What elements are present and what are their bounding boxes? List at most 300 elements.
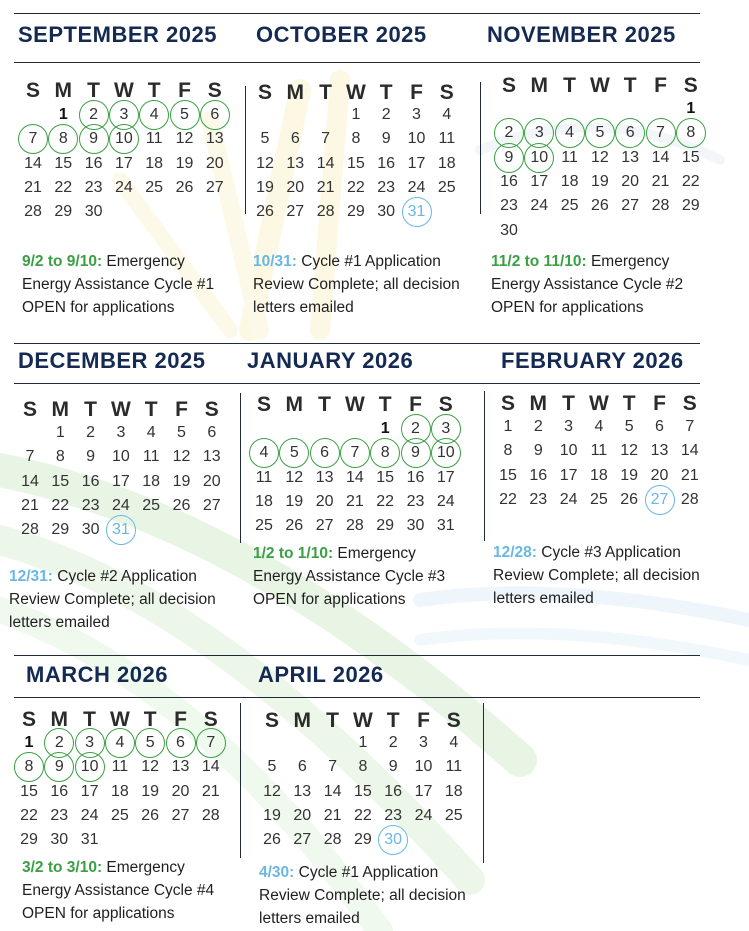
day-cell: 12 [263, 782, 281, 800]
day-cell: 23 [81, 496, 100, 514]
divider-sep-oct [245, 86, 246, 214]
day-cell: 9 [54, 758, 64, 776]
day-cell: 2 [388, 734, 398, 751]
day-cell: 13 [171, 758, 190, 776]
weekday-header: F [410, 81, 423, 104]
note-december-line3: letters emailed [9, 614, 110, 631]
weekday-header: S [256, 393, 271, 416]
day-cell: 30 [384, 831, 403, 849]
day-cell: 17 [407, 154, 426, 172]
weekday-header: T [143, 708, 157, 731]
day-cell: 22 [376, 492, 395, 510]
weekday-header: W [589, 74, 610, 97]
day-cell: 13 [621, 148, 640, 166]
day-cell: 31 [407, 203, 426, 221]
day-cell: 1 [686, 100, 696, 117]
day-cell: 3 [119, 106, 129, 123]
note-january-line3: OPEN for applications [253, 591, 406, 608]
day-cell: 13 [293, 782, 312, 800]
day-cell: 14 [316, 154, 335, 172]
day-cell: 10 [407, 130, 426, 148]
day-cell: 1 [503, 418, 513, 435]
divider-apr-right [483, 703, 484, 863]
day-cell: 18 [145, 154, 164, 172]
weekday-header: W [110, 398, 131, 421]
day-cell: 10 [80, 758, 99, 776]
day-cell: 24 [114, 178, 133, 196]
day-cell: 11 [255, 468, 273, 486]
day-cell: 17 [114, 154, 133, 172]
day-cell: 1 [351, 106, 361, 123]
day-cell: 20 [293, 806, 312, 824]
day-cell: 7 [28, 130, 38, 148]
rule-row2-header [14, 383, 700, 384]
day-cell: 18 [437, 154, 456, 172]
day-cell: 25 [145, 178, 164, 196]
rule-top [14, 13, 700, 14]
weekday-header: S [21, 708, 36, 731]
day-cell: 5 [260, 130, 270, 148]
day-cell: 21 [651, 172, 670, 190]
day-cell: 4 [565, 124, 575, 142]
note-february-label: 12/28: [493, 544, 537, 561]
divider-mar-apr [240, 703, 241, 858]
day-cell: 24 [414, 806, 433, 824]
day-cell: 22 [51, 496, 70, 514]
day-cell: 11 [111, 758, 129, 776]
day-cell: 28 [201, 806, 220, 824]
day-cell: 27 [315, 517, 334, 535]
day-cell: 27 [171, 806, 190, 824]
note-september-line2: Energy Assistance Cycle #1 [22, 276, 215, 293]
day-cell: 26 [263, 831, 281, 849]
day-cell: 15 [51, 472, 70, 490]
day-cell: 22 [20, 806, 38, 824]
day-cell: 18 [560, 172, 579, 190]
month-title: DECEMBER 2025 [18, 348, 206, 373]
day-cell: 28 [680, 490, 699, 508]
day-cell: 14 [21, 472, 39, 490]
note-march [22, 856, 214, 925]
month-title: MARCH 2026 [26, 662, 168, 687]
day-cell: 12 [620, 442, 639, 460]
day-cell: 6 [210, 106, 220, 123]
weekday-header: M [54, 79, 73, 102]
note-october-line1: Cycle #1 Application [296, 253, 441, 270]
day-cell: 10 [436, 444, 455, 462]
day-cell: 22 [499, 490, 517, 508]
note-november-line1: Emergency [586, 253, 670, 270]
day-cell: 16 [377, 154, 396, 172]
day-cell: 15 [499, 466, 517, 484]
day-cell: 30 [81, 521, 100, 539]
day-cell: 30 [377, 203, 396, 221]
note-april-label: 4/30: [259, 864, 295, 881]
day-cell: 31 [111, 521, 130, 539]
note-february-line2: Review Complete; all decision [493, 567, 700, 584]
weekday-header: W [352, 709, 373, 732]
day-cell: 7 [321, 130, 331, 148]
note-april-line2: Review Complete; all decision [259, 887, 466, 904]
day-cell: 6 [297, 758, 307, 776]
day-cell: 6 [290, 130, 300, 148]
day-cell: 1 [24, 734, 34, 751]
day-cell: 5 [177, 424, 186, 441]
day-cell: 27 [286, 203, 305, 221]
day-cell: 16 [81, 472, 100, 490]
day-cell: 7 [685, 418, 695, 435]
note-april-line1: Cycle #1 Application [294, 864, 439, 881]
day-cell: 24 [407, 178, 426, 196]
day-cell: 5 [624, 418, 634, 435]
day-cell: 3 [116, 424, 126, 441]
day-cell: 1 [358, 734, 368, 751]
note-march-line1: Emergency [102, 859, 185, 876]
day-cell: 11 [445, 758, 463, 776]
day-cell: 25 [589, 490, 608, 508]
weekday-header: S [683, 74, 698, 97]
note-january-line2: Energy Assistance Cycle #3 [253, 568, 446, 585]
day-cell: 10 [114, 130, 133, 148]
day-cell: 13 [286, 154, 305, 172]
day-cell: 23 [529, 490, 548, 508]
note-november [491, 250, 683, 319]
day-cell: 20 [202, 472, 221, 490]
day-cell: 17 [414, 782, 433, 800]
weekday-header: M [285, 393, 304, 416]
day-cell: 2 [54, 734, 64, 751]
day-cell: 29 [353, 831, 372, 849]
day-cell: 18 [142, 472, 161, 490]
weekday-header: F [417, 709, 430, 732]
day-cell: 9 [504, 148, 514, 166]
day-cell: 16 [84, 154, 103, 172]
day-cell: 23 [500, 197, 518, 215]
day-cell: 8 [503, 442, 513, 460]
month-title: OCTOBER 2025 [256, 22, 427, 47]
day-cell: 26 [175, 178, 194, 196]
day-cell: 15 [353, 782, 372, 800]
weekday-header: S [207, 79, 222, 102]
day-cell: 14 [345, 468, 364, 486]
note-april [259, 861, 466, 930]
day-cell: 14 [680, 442, 699, 460]
day-cell: 26 [590, 197, 609, 215]
weekday-header: T [144, 398, 158, 421]
weekday-header: T [84, 398, 97, 421]
day-cell: 15 [20, 782, 38, 800]
note-january [253, 542, 445, 611]
note-december-line1: Cycle #2 Application [52, 568, 197, 585]
day-cell: 20 [171, 782, 190, 800]
day-cell: 10 [559, 442, 578, 460]
day-cell: 28 [651, 197, 670, 215]
day-cell: 20 [315, 492, 334, 510]
weekday-header: M [530, 74, 549, 97]
day-cell: 8 [358, 758, 368, 776]
day-cell: 22 [54, 178, 73, 196]
day-cell: 29 [20, 831, 38, 849]
day-cell: 22 [353, 806, 372, 824]
weekday-header: S [446, 709, 461, 732]
day-cell: 17 [436, 468, 455, 486]
day-cell: 22 [681, 172, 700, 190]
day-cell: 24 [436, 492, 455, 510]
weekday-header: T [83, 708, 96, 731]
day-cell: 19 [141, 782, 160, 800]
day-cell: 29 [376, 517, 395, 535]
day-cell: 2 [411, 420, 420, 437]
day-cell: 5 [289, 444, 299, 462]
day-cell: 16 [500, 172, 518, 190]
day-cell: 8 [686, 124, 696, 142]
day-cell: 2 [89, 106, 99, 123]
day-cell: 12 [590, 148, 609, 166]
divider-dec-jan [240, 393, 241, 543]
day-cell: 20 [205, 154, 224, 172]
weekday-header: F [654, 74, 667, 97]
divider-jan-feb [484, 391, 485, 541]
note-february-line1: Cycle #3 Application [536, 544, 681, 561]
weekday-header: S [22, 398, 37, 421]
weekday-header: W [588, 392, 609, 415]
day-cell: 28 [21, 521, 39, 539]
day-cell: 27 [205, 178, 224, 196]
day-cell: 26 [620, 490, 639, 508]
day-cell: 28 [323, 831, 342, 849]
day-cell: 19 [256, 178, 274, 196]
day-cell: 13 [315, 468, 334, 486]
day-cell: 18 [589, 466, 608, 484]
day-cell: 29 [681, 197, 700, 215]
day-cell: 16 [529, 466, 548, 484]
weekday-header: T [318, 393, 331, 416]
day-cell: 4 [259, 444, 269, 462]
day-cell: 12 [256, 154, 274, 172]
weekday-header: T [87, 79, 100, 102]
day-cell: 6 [625, 124, 635, 142]
day-cell: 24 [111, 496, 130, 514]
day-cell: 23 [384, 806, 403, 824]
weekday-header: M [50, 708, 69, 731]
weekday-header: T [326, 709, 339, 732]
day-cell: 21 [21, 496, 39, 514]
weekday-header: T [386, 709, 400, 732]
weekday-header: F [653, 392, 666, 415]
day-cell: 7 [656, 124, 665, 142]
day-cell: 24 [80, 806, 99, 824]
day-cell: 3 [85, 734, 95, 751]
note-march-line2: Energy Assistance Cycle #4 [22, 882, 215, 899]
day-cell: 30 [500, 221, 518, 239]
day-cell: 27 [202, 496, 221, 514]
day-cell: 8 [380, 444, 390, 462]
day-cell: 2 [381, 106, 391, 123]
note-september [22, 250, 214, 319]
day-cell: 9 [89, 130, 99, 148]
note-february [493, 541, 700, 610]
day-cell: 25 [437, 178, 456, 196]
note-september-line3: OPEN for applications [22, 299, 175, 316]
day-cell: 11 [561, 148, 578, 166]
day-cell: 11 [590, 442, 608, 460]
day-cell: 16 [384, 782, 403, 800]
note-november-line3: OPEN for applications [491, 299, 644, 316]
day-cell: 8 [24, 758, 34, 776]
day-cell: 21 [24, 178, 42, 196]
day-cell: 11 [142, 448, 160, 466]
day-cell: 21 [323, 806, 342, 824]
weekday-header: S [257, 81, 272, 104]
day-cell: 13 [205, 130, 224, 148]
weekday-header: S [438, 393, 453, 416]
note-october [253, 250, 460, 319]
day-cell: 8 [58, 130, 68, 148]
day-cell: 15 [54, 154, 73, 172]
day-cell: 24 [559, 490, 578, 508]
day-cell: 5 [180, 106, 189, 123]
day-cell: 14 [323, 782, 342, 800]
day-cell: 26 [256, 203, 274, 221]
rule-row2-top [14, 343, 700, 344]
day-cell: 5 [595, 124, 605, 142]
day-cell: 19 [590, 172, 609, 190]
day-cell: 3 [412, 106, 421, 123]
day-cell: 3 [534, 124, 544, 142]
day-cell: 29 [51, 521, 70, 539]
day-cell: 1 [380, 420, 390, 437]
weekday-header: F [174, 708, 187, 731]
weekday-header: S [264, 709, 279, 732]
day-cell: 4 [442, 106, 452, 123]
day-cell: 29 [346, 203, 365, 221]
day-cell: 21 [201, 782, 220, 800]
day-cell: 14 [651, 148, 670, 166]
note-february-line3: letters emailed [493, 590, 594, 607]
rule-row3-header [14, 697, 700, 698]
weekday-header: M [529, 392, 548, 415]
note-september-line1: Emergency [102, 253, 185, 270]
day-cell: 23 [50, 806, 69, 824]
note-march-label: 3/2 to 3/10: [22, 859, 103, 876]
day-cell: 10 [111, 448, 130, 466]
month-title: JANUARY 2026 [247, 348, 414, 373]
day-cell: 13 [650, 442, 669, 460]
day-cell: 3 [564, 418, 574, 435]
day-cell: 5 [267, 758, 277, 776]
day-cell: 12 [172, 448, 191, 466]
day-cell: 10 [414, 758, 433, 776]
day-cell: 18 [444, 782, 463, 800]
day-cell: 26 [172, 496, 191, 514]
day-cell: 9 [86, 448, 96, 466]
day-cell: 6 [176, 734, 185, 751]
day-cell: 15 [681, 148, 700, 166]
day-cell: 7 [350, 444, 360, 462]
day-cell: 19 [620, 466, 639, 484]
note-december-label: 12/31: [9, 568, 53, 585]
day-cell: 8 [351, 130, 361, 148]
day-cell: 27 [650, 490, 669, 508]
weekday-header: S [203, 708, 218, 731]
weekday-header: M [286, 81, 305, 104]
day-cell: 7 [25, 448, 35, 466]
day-cell: 28 [345, 517, 364, 535]
weekday-header: S [500, 392, 515, 415]
weekday-header: W [113, 79, 134, 102]
day-cell: 4 [594, 418, 604, 435]
day-cell: 22 [346, 178, 365, 196]
day-cell: 21 [680, 466, 699, 484]
day-cell: 15 [376, 468, 395, 486]
note-january-line1: Emergency [333, 545, 416, 562]
weekday-header: T [378, 393, 392, 416]
day-cell: 2 [504, 124, 514, 142]
weekday-header: T [622, 392, 636, 415]
day-cell: 3 [419, 734, 428, 751]
day-cell: 19 [172, 472, 191, 490]
weekday-header: F [178, 79, 191, 102]
day-cell: 4 [449, 734, 459, 751]
day-cell: 3 [441, 420, 451, 437]
day-cell: 4 [146, 424, 156, 441]
day-cell: 13 [202, 448, 221, 466]
day-cell: 17 [80, 782, 99, 800]
day-cell: 6 [655, 418, 664, 435]
day-cell: 6 [320, 444, 330, 462]
day-cell: 29 [54, 203, 73, 221]
weekday-header: F [175, 398, 188, 421]
note-november-label: 11/2 to 11/10: [491, 253, 587, 270]
day-cell: 5 [145, 734, 155, 751]
rule-row3-top [14, 655, 700, 656]
day-cell: 15 [346, 154, 365, 172]
month-title: SEPTEMBER 2025 [18, 22, 217, 47]
day-cell: 1 [55, 424, 65, 441]
day-cell: 25 [110, 806, 129, 824]
day-cell: 12 [141, 758, 160, 776]
day-cell: 4 [115, 734, 125, 751]
day-cell: 26 [285, 517, 304, 535]
day-cell: 8 [55, 448, 65, 466]
day-cell: 23 [84, 178, 103, 196]
day-cell: 31 [80, 831, 99, 849]
day-cell: 30 [84, 203, 103, 221]
day-cell: 27 [621, 197, 640, 215]
month-title: NOVEMBER 2025 [487, 22, 676, 47]
weekday-header: S [204, 398, 219, 421]
day-cell: 2 [533, 418, 543, 435]
day-cell: 2 [86, 424, 96, 441]
day-cell: 19 [263, 806, 281, 824]
day-cell: 19 [175, 154, 194, 172]
weekday-header: M [51, 398, 70, 421]
day-cell: 6 [207, 424, 217, 441]
weekday-header: S [25, 79, 40, 102]
day-cell: 31 [436, 517, 455, 535]
day-cell: 25 [560, 197, 579, 215]
day-cell: 9 [381, 130, 391, 148]
day-cell: 25 [255, 517, 273, 535]
day-cell: 23 [406, 492, 425, 510]
note-december-line2: Review Complete; all decision [9, 591, 216, 608]
note-december [9, 565, 216, 634]
month-title: APRIL 2026 [258, 662, 384, 687]
day-cell: 20 [286, 178, 305, 196]
rule-row1-header [14, 62, 700, 63]
day-cell: 21 [345, 492, 364, 510]
weekday-header: S [682, 392, 697, 415]
